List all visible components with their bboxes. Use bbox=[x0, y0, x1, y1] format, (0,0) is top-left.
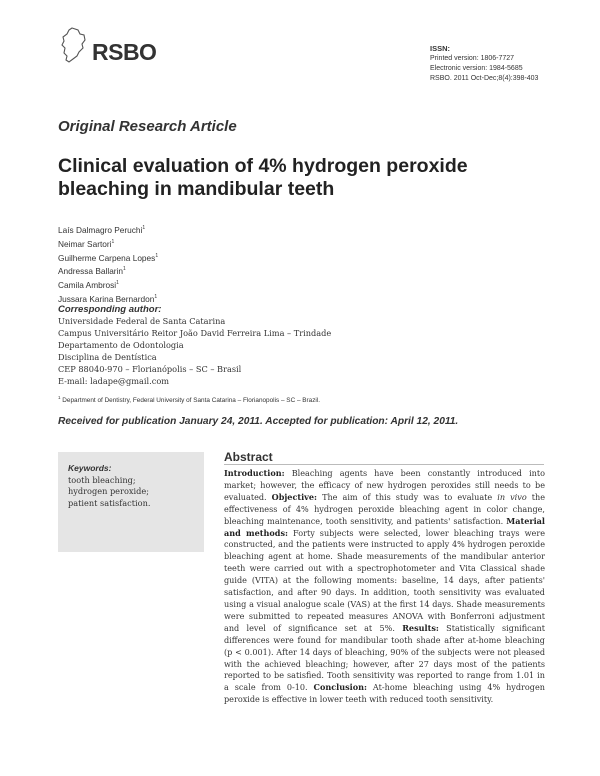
issn-printed: Printed version: 1806-7727 bbox=[430, 55, 515, 62]
keywords-box bbox=[58, 452, 204, 552]
issn-electronic: Electronic version: 1984-5685 bbox=[430, 65, 523, 72]
corresponding-author-label: Corresponding author: bbox=[58, 304, 162, 315]
map-outline-icon bbox=[58, 26, 90, 66]
author: Neimar Sartori$^1$ bbox=[58, 238, 115, 249]
email-line[interactable]: E-mail: ladape@gmail.com bbox=[58, 375, 170, 386]
abstract-body: Introduction: Bleaching agents have been constantly introduced into market; however, the efficacy of new hydrogen peroxides still needs to be evaluated. Objective: The aim of this study was to evaluate in vivo the effectiveness of 4% hydrogen peroxide bleaching agent in color change, bleaching maintenance, tooth sensitivity, and patients' satisfaction. Material and methods: Forty subjects were selected, lower bleaching trays were constructed, and the patients were instructed to apply 4% hydrogen peroxide bleaching agent at home. Shade measurements of the mandibular anterior teeth were carried out with a spectrophotometer and Vita Classical shade guide (VITA) at the following moments: baseline, 14 days, after patients' satisfaction, and after 90 days. In addition, tooth sensitivity was evaluated using a visual analogue scale (VAS) at the first 14 days. Shade measurements were submitted to repeated measures ANOVA with Bonferroni adjustment and level of significance set at 5%. Results: Statistically significant differences were found for mandibular tooth shade after at-home bleaching (p < 0.001). After 14 days of bleaching, 90% of the subjects were not pleased with the achieved bleaching; however, after 27 days most of the patients reported to be satisfied. Tooth sensitivity was reported to range from 1.01 in a scale from 0-10. Conclusion: At-home bleaching using 4% hydrogen peroxide is effective in lower teeth with reduced tooth sensitivity. bbox=[224, 468, 546, 705]
issn-title: ISSN: bbox=[430, 44, 451, 53]
author: Camila Ambrosi$^1$ bbox=[58, 279, 119, 290]
abstract-heading: Abstract bbox=[224, 450, 273, 464]
keyword: hydrogen peroxide; bbox=[68, 486, 149, 496]
corresponding-address bbox=[58, 316, 331, 387]
received-dates: Received for publication January 24, 2011. Accepted for publication: April 12, 2011. bbox=[58, 416, 459, 427]
author: Andressa Ballarin$^1$ bbox=[58, 266, 126, 277]
affiliation-note: $^1$ Department of Dentistry, Federal University of Santa Catarina – Florianopolis – SC – Brazil. bbox=[58, 395, 321, 405]
address-line: Campus Universitário Reitor João David Ferreira Lima – Trindade bbox=[58, 327, 332, 338]
author: Guilherme Carpena Lopes$^1$ bbox=[58, 252, 159, 263]
author-list bbox=[58, 222, 158, 305]
abstract-divider bbox=[224, 464, 544, 465]
address-line: Departamento de Odontologia bbox=[58, 339, 184, 350]
keyword: patient satisfaction. bbox=[68, 497, 151, 508]
address-line: CEP 88040-970 – Florianópolis – SC – Brasil bbox=[58, 363, 242, 374]
logo-text: RSBO bbox=[92, 39, 157, 65]
keywords-label: Keywords: bbox=[68, 463, 112, 473]
journal-logo bbox=[58, 26, 168, 70]
address-line: Disciplina de Dentística bbox=[58, 351, 157, 362]
issn-block bbox=[430, 44, 538, 84]
keyword: tooth bleaching; bbox=[68, 474, 136, 485]
citation: RSBO. 2011 Oct-Dec;8(4):398-403 bbox=[430, 75, 539, 82]
article-type: Original Research Article bbox=[58, 118, 237, 135]
author: Jussara Karina Bernardon$^1$ bbox=[58, 293, 158, 304]
article-title: Clinical evaluation of 4% hydrogen peroxide bleaching in mandibular teeth bbox=[58, 155, 468, 200]
author: Laís Dalmagro Peruchi$^1$ bbox=[58, 224, 146, 235]
address-line: Universidade Federal de Santa Catarina bbox=[58, 316, 226, 326]
